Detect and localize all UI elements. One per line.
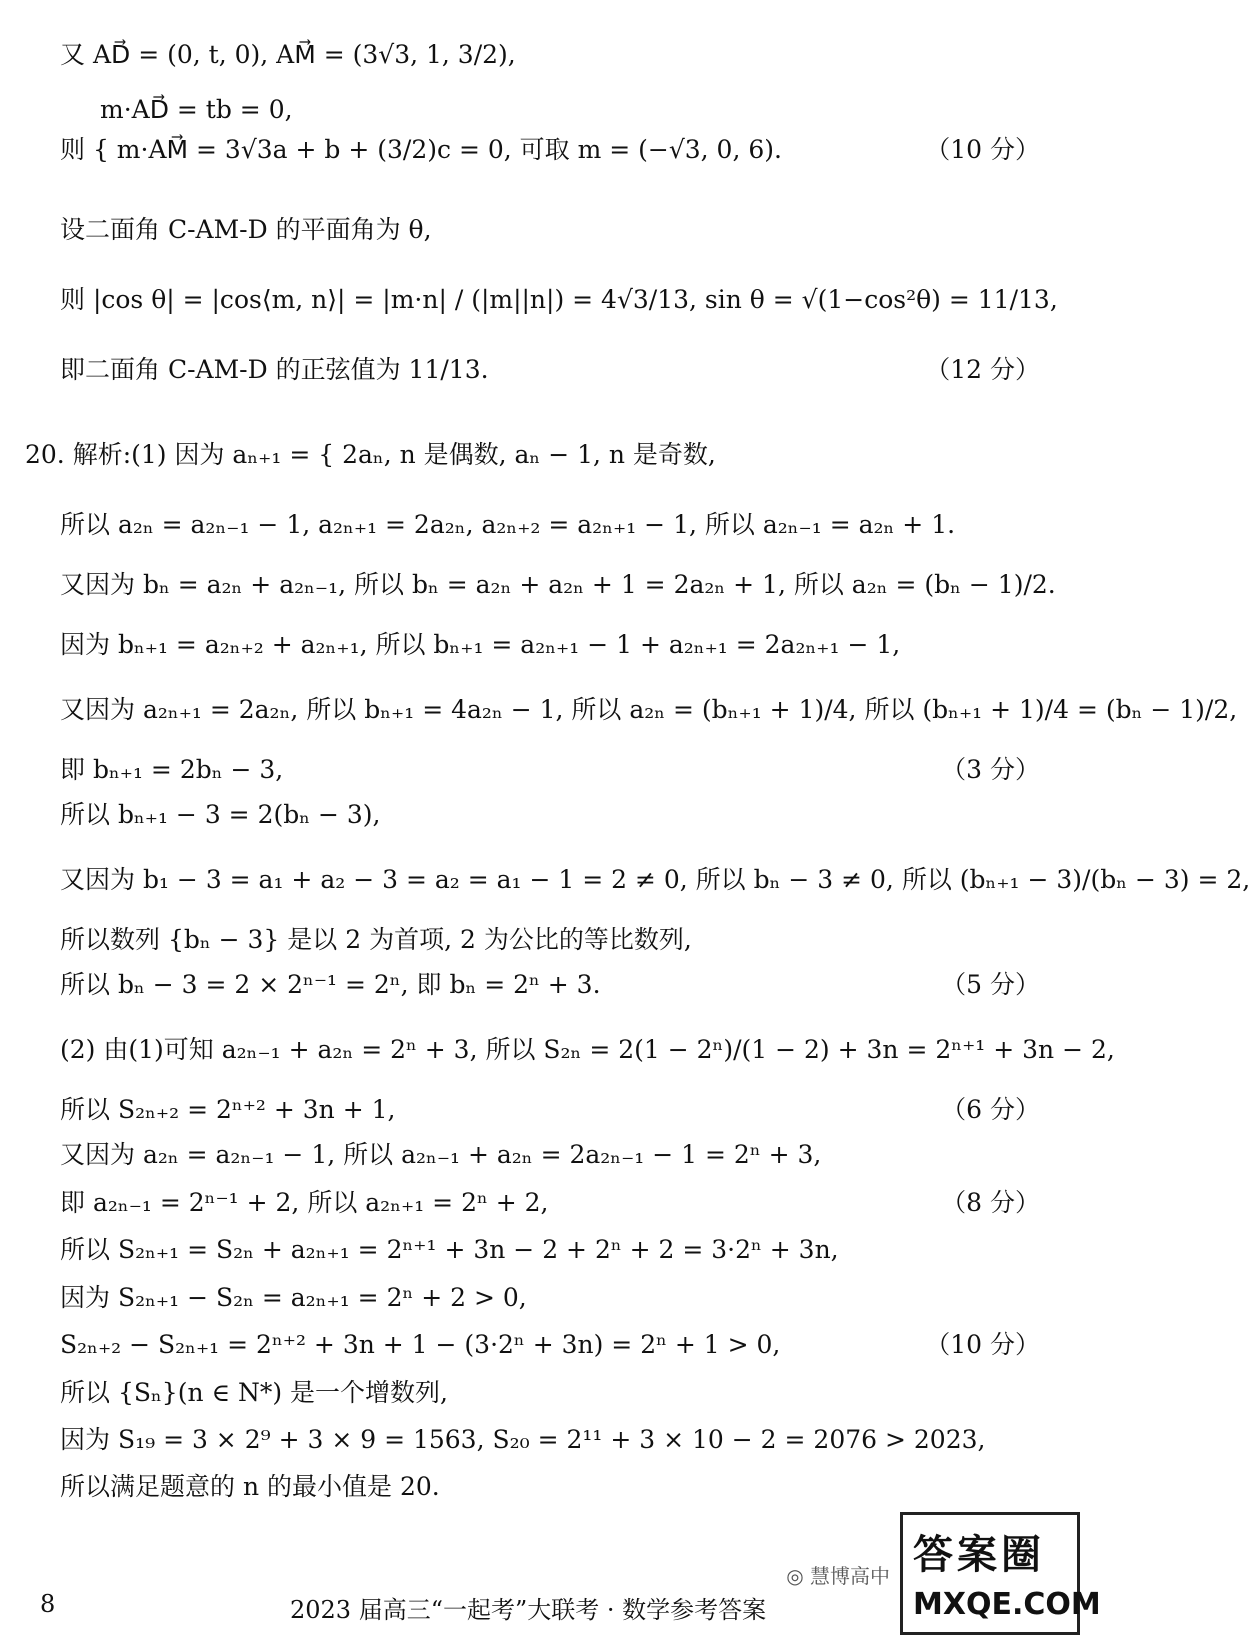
text-line: 又因为 a₂ₙ = a₂ₙ₋₁ − 1, 所以 a₂ₙ₋₁ + a₂ₙ = 2a₂ₙ₋₁ − 1 = 2ⁿ + 3,	[60, 1140, 822, 1169]
score-label: （12 分）	[925, 355, 1040, 384]
text-line: 所以数列 {bₙ − 3} 是以 2 为首项, 2 为公比的等比数列,	[60, 925, 692, 954]
text-line: 所以 S₂ₙ₊₂ = 2ⁿ⁺² + 3n + 1, （6 分）	[60, 1095, 1040, 1124]
text-line: 设二面角 C-AM-D 的平面角为 θ,	[60, 215, 432, 244]
text-line: 又因为 a₂ₙ₊₁ = 2a₂ₙ, 所以 bₙ₊₁ = 4a₂ₙ − 1, 所以 a₂ₙ = (bₙ₊₁ + 1)/4, 所以 (bₙ₊₁ + 1)/4 = (bₙ − 1)/2,	[60, 695, 1238, 724]
footer-title: 2023 届高三“一起考”大联考 · 数学参考答案	[290, 1596, 767, 1624]
text-line: 因为 bₙ₊₁ = a₂ₙ₊₂ + a₂ₙ₊₁, 所以 bₙ₊₁ = a₂ₙ₊₁ − 1 + a₂ₙ₊₁ = 2a₂ₙ₊₁ − 1,	[60, 630, 901, 659]
text-line: 所以 S₂ₙ₊₁ = S₂ₙ + a₂ₙ₊₁ = 2ⁿ⁺¹ + 3n − 2 + 2ⁿ + 2 = 3·2ⁿ + 3n,	[60, 1235, 839, 1264]
text-line: 即二面角 C-AM-D 的正弦值为 11/13. （12 分）	[60, 355, 1040, 384]
text-line: 则 |cos θ| = |cos⟨m, n⟩| = |m·n| / (|m||n|) = 4√3/13, sin θ = √(1−cos²θ) = 11/13,	[60, 285, 1058, 314]
text-line: 所以 {Sₙ}(n ∈ N*) 是一个增数列,	[60, 1378, 448, 1407]
score-label: （3 分）	[941, 755, 1040, 784]
score-label: （5 分）	[941, 970, 1040, 999]
text-line: 即 bₙ₊₁ = 2bₙ − 3, （3 分）	[60, 755, 1040, 784]
page-number: 8	[40, 1590, 56, 1618]
watermark-en: MXQE.COM	[913, 1587, 1101, 1622]
text-line: m·AD⃗ = tb = 0,	[100, 95, 293, 124]
text-line: 又 AD⃗ = (0, t, 0), AM⃗ = (3√3, 1, 3/2),	[60, 40, 516, 69]
text-line: 所以满足题意的 n 的最小值是 20.	[60, 1472, 440, 1501]
score-label: （6 分）	[941, 1095, 1040, 1124]
text-line: S₂ₙ₊₂ − S₂ₙ₊₁ = 2ⁿ⁺² + 3n + 1 − (3·2ⁿ + 3n) = 2ⁿ + 1 > 0, （10 分）	[60, 1330, 1040, 1359]
text-line: 又因为 bₙ = a₂ₙ + a₂ₙ₋₁, 所以 bₙ = a₂ₙ + a₂ₙ + 1 = 2a₂ₙ + 1, 所以 a₂ₙ = (bₙ − 1)/2.	[60, 570, 1056, 599]
text-line: 即 a₂ₙ₋₁ = 2ⁿ⁻¹ + 2, 所以 a₂ₙ₊₁ = 2ⁿ + 2, （8 分）	[60, 1188, 1040, 1217]
score-label: （8 分）	[941, 1188, 1040, 1217]
watermark-logo	[900, 1512, 1101, 1635]
score-label: （10 分）	[925, 1330, 1040, 1359]
wechat-watermark: ◎ 慧博高中	[786, 1564, 890, 1588]
text-line: 所以 a₂ₙ = a₂ₙ₋₁ − 1, a₂ₙ₊₁ = 2a₂ₙ, a₂ₙ₊₂ = a₂ₙ₊₁ − 1, 所以 a₂ₙ₋₁ = a₂ₙ + 1.	[60, 510, 956, 539]
text-line: 则 { m·AM⃗ = 3√3a + b + (3/2)c = 0, 可取 m = (−√3, 0, 6). （10 分）	[60, 135, 1040, 164]
wechat-icon: ◎	[786, 1564, 804, 1588]
text-line: 所以 bₙ₊₁ − 3 = 2(bₙ − 3),	[60, 800, 381, 829]
text-line: 所以 bₙ − 3 = 2 × 2ⁿ⁻¹ = 2ⁿ, 即 bₙ = 2ⁿ + 3. （5 分）	[60, 970, 1040, 999]
watermark-cn: 答案圈	[913, 1532, 1045, 1578]
text-line: 因为 S₁₉ = 3 × 2⁹ + 3 × 9 = 1563, S₂₀ = 2¹¹ + 3 × 10 − 2 = 2076 > 2023,	[60, 1425, 986, 1454]
score-label: （10 分）	[925, 135, 1040, 164]
text-line: 20. 解析:(1) 因为 aₙ₊₁ = { 2aₙ, n 是偶数, aₙ − 1, n 是奇数,	[25, 440, 716, 469]
text-line: 又因为 b₁ − 3 = a₁ + a₂ − 3 = a₂ = a₁ − 1 = 2 ≠ 0, 所以 bₙ − 3 ≠ 0, 所以 (bₙ₊₁ − 3)/(bₙ − 3) = 2,	[60, 865, 1250, 894]
text-line: 因为 S₂ₙ₊₁ − S₂ₙ = a₂ₙ₊₁ = 2ⁿ + 2 > 0,	[60, 1283, 527, 1312]
text-line: (2) 由(1)可知 a₂ₙ₋₁ + a₂ₙ = 2ⁿ + 3, 所以 S₂ₙ = 2(1 − 2ⁿ)/(1 − 2) + 3n = 2ⁿ⁺¹ + 3n − 2,	[60, 1035, 1115, 1064]
